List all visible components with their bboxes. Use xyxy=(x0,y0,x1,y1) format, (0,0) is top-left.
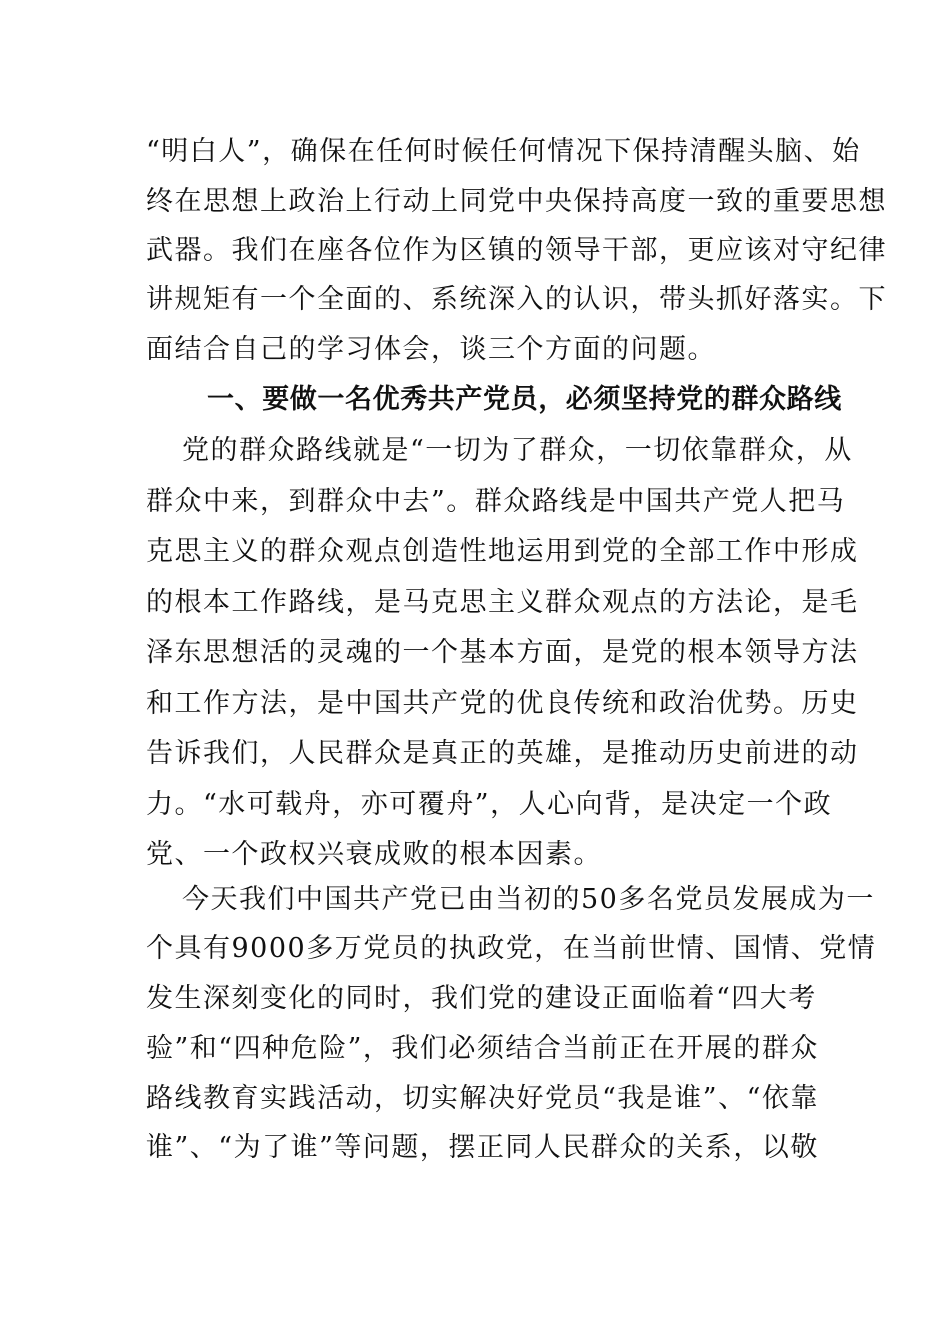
paragraph1-line-2: 群众中来，到群众中去”。群众路线是中国共产党人把马 xyxy=(146,486,846,517)
paragraph1-line-9: 党、一个政权兴衰成败的根本因素。 xyxy=(146,839,602,870)
paragraph1-line-4: 的根本工作路线，是马克思主义群众观点的方法论，是毛 xyxy=(146,587,859,618)
paragraph1-line-6: 和工作方法，是中国共产党的优良传统和政治优势。历史 xyxy=(146,688,859,719)
paragraph2-line-6: 谁”、“为了谁”等问题，摆正同人民群众的关系，以敬 xyxy=(146,1132,819,1163)
paragraph2-line-2: 个具有9000多万党员的执政党，在当前世情、国情、党情 xyxy=(146,933,877,964)
intro-line-2: 终在思想上政治上行动上同党中央保持高度一致的重要思想 xyxy=(146,186,887,217)
intro-line-1: “明白人”，确保在任何时候任何情况下保持清醒头脑、始 xyxy=(146,136,861,167)
intro-line-5: 面结合自己的学习体会，谈三个方面的问题。 xyxy=(146,334,716,365)
paragraph2-line-1: 今天我们中国共产党已由当初的50多名党员发展成为一 xyxy=(182,884,875,915)
paragraph1-line-7: 告诉我们，人民群众是真正的英雄，是推动历史前进的动 xyxy=(146,738,859,769)
intro-line-4: 讲规矩有一个全面的、系统深入的认识，带头抓好落实。下 xyxy=(146,284,887,315)
paragraph1-line-5: 泽东思想活的灵魂的一个基本方面，是党的根本领导方法 xyxy=(146,637,859,668)
paragraph1-line-8: 力。“水可载舟，亦可覆舟”，人心向背，是决定一个政 xyxy=(146,789,833,820)
intro-line-3: 武器。我们在座各位作为区镇的领导干部，更应该对守纪律 xyxy=(146,235,887,266)
paragraph1-line-3: 克思主义的群众观点创造性地运用到党的全部工作中形成 xyxy=(146,536,859,567)
paragraph2-line-5: 路线教育实践活动，切实解决好党员“我是谁”、“依靠 xyxy=(146,1083,819,1114)
paragraph2-line-3: 发生深刻变化的同时，我们党的建设正面临着“四大考 xyxy=(146,983,817,1014)
paragraph2-line-4: 验”和“四种危险”，我们必须结合当前正在开展的群众 xyxy=(146,1033,819,1064)
section-heading: 一、要做一名优秀共产党员，必须坚持党的群众路线 xyxy=(207,384,842,415)
paragraph1-line-1: 党的群众路线就是“一切为了群众，一切依靠群众，从 xyxy=(182,435,853,466)
